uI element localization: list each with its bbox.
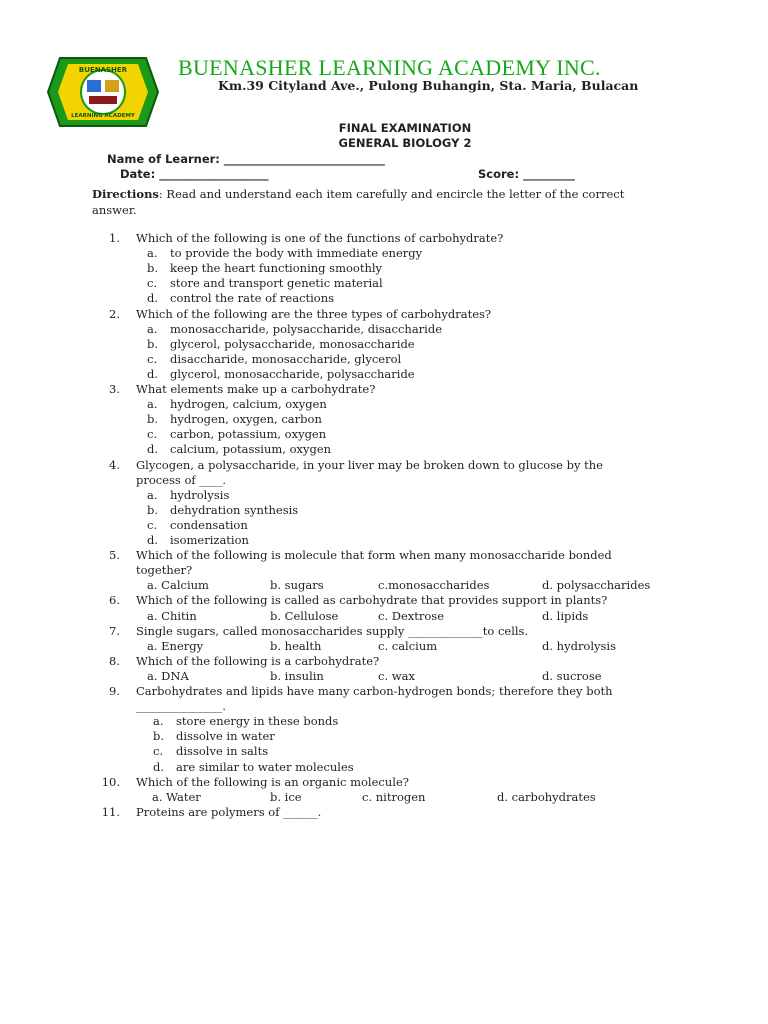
option-text[interactable]: condensation [170,517,248,532]
inline-option[interactable]: c. nitrogen [362,789,426,804]
option-text[interactable]: glycerol, monosaccharide, polysaccharide [170,366,415,381]
question-text: Which of the following are the three types of carbohydrates? [136,306,492,321]
question-text: Glycogen, a polysaccharide, in your liver may be broken down to glucose by the [136,457,603,472]
inline-option[interactable]: b. ice [270,789,302,804]
option-letter[interactable]: d. [153,759,165,774]
option-text[interactable]: keep the heart functioning smoothly [170,261,383,276]
question-number: 11. [101,804,120,819]
question-text: Which of the following is one of the functions of carbohydrate? [136,231,504,245]
score-field[interactable]: Score: _________ [478,167,575,181]
question-number: 5. [109,548,120,563]
directions-label: Directions [92,187,159,201]
option-letter[interactable]: b. [147,336,159,351]
learner-name-field[interactable]: Name of Learner: ____________________________ [107,152,385,166]
question-text: What elements make up a carbohydrate? [136,382,376,396]
question-number: 7. [109,623,120,638]
option-letter[interactable]: d. [147,533,159,547]
option-letter[interactable]: a. [147,397,158,412]
option-letter[interactable]: a. [147,487,158,502]
option-letter[interactable]: c. [153,744,164,759]
option-text[interactable]: dehydration synthesis [170,502,299,517]
question-text: Which of the following is molecule that form when many monosaccharide bonded [136,548,612,563]
option-letter[interactable]: d. [147,291,159,306]
option-letter[interactable]: d. [147,366,159,381]
option-letter[interactable]: b. [147,261,159,276]
logo-text-top: BUENASHER [78,66,128,74]
school-logo [40,52,166,132]
option-text[interactable]: isomerization [170,533,249,547]
exam-title: FINAL EXAMINATION [338,121,472,135]
question-text: process of ____. [136,472,226,487]
exam-subject: GENERAL BIOLOGY 2 [338,136,472,150]
option-text[interactable]: are similar to water molecules [176,759,354,774]
inline-option[interactable]: d. polysaccharides [542,578,651,593]
question-number: 1. [109,231,120,245]
question-number: 9. [109,684,120,698]
inline-option[interactable]: b. Cellulose [270,608,339,623]
inline-option[interactable]: a. DNA [147,668,189,683]
question-text: _______________. [136,699,226,714]
school-name: BUENASHER LEARNING ACADEMY INC. [178,55,601,80]
inline-option[interactable]: d. lipids [542,608,589,623]
inline-option[interactable]: d. sucrose [542,668,602,683]
question-text: Which of the following is an organic molecule? [136,774,409,789]
option-letter[interactable]: a. [147,246,158,261]
option-letter[interactable]: d. [147,442,159,457]
option-text[interactable]: control the rate of reactions [170,291,335,306]
question-text: Proteins are polymers of ______. [136,804,322,819]
option-text[interactable]: monosaccharide, polysaccharide, disaccharide [170,321,443,336]
question-text: Carbohydrates and lipids have many carbon-hydrogen bonds; therefore they both [136,684,613,698]
question-number: 6. [109,593,120,608]
inline-option[interactable]: a. Chitin [147,608,197,623]
option-text[interactable]: disaccharide, monosaccharide, glycerol [170,351,402,366]
option-text[interactable]: hydrogen, oxygen, carbon [170,412,322,427]
inline-option[interactable]: b. health [270,638,322,653]
inline-option[interactable]: a. Calcium [147,578,209,593]
option-text[interactable]: dissolve in water [176,729,275,744]
option-letter[interactable]: a. [153,714,164,729]
option-letter[interactable]: a. [147,321,158,336]
inline-option[interactable]: c. wax [378,668,415,683]
option-text[interactable]: dissolve in salts [176,744,269,759]
inline-option[interactable]: c. Dextrose [378,608,445,623]
inline-option[interactable]: c.monosaccharides [378,578,490,593]
option-letter[interactable]: b. [153,729,165,744]
question-number: 2. [109,306,120,321]
date-field[interactable]: Date: ___________________ [120,167,269,181]
option-letter[interactable]: c. [147,276,158,291]
option-text[interactable]: store and transport genetic material [170,276,383,291]
school-address: Km.39 Cityland Ave., Pulong Buhangin, Sta. Maria, Bulacan [218,78,639,93]
option-text[interactable]: to provide the body with immediate energy [170,246,423,261]
option-letter[interactable]: c. [147,517,158,532]
question-text: Which of the following is a carbohydrate? [136,653,380,668]
directions-text: : Read and understand each item carefully and encircle the letter of the correct answer. [92,187,625,217]
option-letter[interactable]: b. [147,412,159,427]
question-text: Single sugars, called monosaccharides supply _____________to cells. [136,623,529,638]
option-letter[interactable]: b. [147,502,159,517]
inline-option[interactable]: b. sugars [270,578,324,593]
inline-option[interactable]: b. insulin [270,668,324,683]
question-text: together? [136,563,193,578]
option-letter[interactable]: c. [147,351,158,366]
option-text[interactable]: hydrogen, calcium, oxygen [170,397,327,412]
question-text: Which of the following is called as carbohydrate that provides support in plants? [136,593,608,608]
inline-option[interactable]: c. calcium [378,638,438,653]
option-letter[interactable]: c. [147,427,158,442]
option-text[interactable]: calcium, potassium, oxygen [170,442,332,457]
inline-option[interactable]: a. Energy [147,638,204,653]
directions [92,186,652,218]
inline-option[interactable]: a. Water [152,789,201,804]
question-number: 4. [109,457,120,472]
option-text[interactable]: store energy in these bonds [176,714,339,729]
option-text[interactable]: carbon, potassium, oxygen [170,427,327,442]
question-number: 10. [101,774,120,789]
question-number: 3. [109,382,120,396]
question-number: 8. [109,653,120,668]
inline-option[interactable]: d. carbohydrates [497,789,596,804]
logo-text-bottom: LEARNING ACADEMY [71,113,135,119]
option-text[interactable]: glycerol, polysaccharide, monosaccharide [170,336,415,351]
inline-option[interactable]: d. hydrolysis [542,638,617,653]
option-text[interactable]: hydrolysis [170,487,230,502]
